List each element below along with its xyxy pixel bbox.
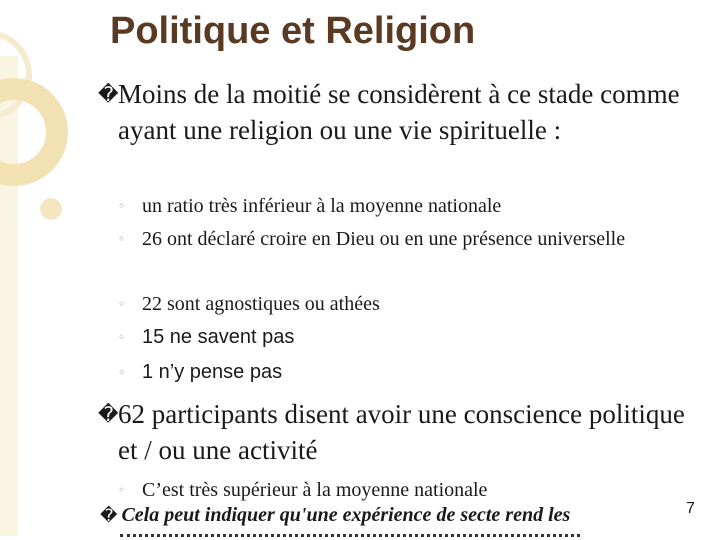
sub-bullet-text: C’est très supérieur à la moyenne nationale (142, 479, 488, 501)
cut-off-text-line (120, 532, 580, 540)
bullet-text: 62 participants disent avoir une conscience politique et / ou une activité (118, 399, 685, 465)
sub-bullet-text: 26 ont déclaré croire en Dieu ou en une présence universelle (142, 228, 626, 250)
bullet-section-1 (98, 76, 698, 148)
bullet-glyph-icon: � (100, 506, 118, 526)
sub-bullet-icon: ◦ (118, 199, 126, 213)
bullet-section-2 (98, 396, 698, 468)
bullet-text: Cela peut indiquer qu'une expérience de secte rend les (121, 504, 571, 526)
sub-bullet-text: 22 sont agnostiques ou athées (142, 293, 380, 315)
sub-bullet (118, 356, 682, 388)
slide-title: Politique et Religion (110, 10, 476, 52)
bullet-section-3 (100, 504, 570, 527)
sub-bullet-icon: ◦ (118, 483, 126, 497)
decorative-dot (40, 198, 62, 220)
sub-bullet (118, 321, 682, 353)
bullet-glyph-icon: � (98, 402, 119, 426)
sub-bullet (118, 288, 682, 320)
sub-bullet-icon: ◦ (118, 297, 126, 311)
sub-bullet-text: un ratio très inférieur à la moyenne nationale (142, 195, 502, 217)
decorative-ring (0, 78, 68, 186)
sub-bullet-text: 15 ne savent pas (142, 326, 295, 348)
bullet-text: Moins de la moitié se considèrent à ce stade comme ayant une religion ou une vie spirituelle : (118, 79, 680, 145)
sub-bullet-icon: ◦ (118, 232, 126, 246)
sub-bullet-text: 1 n’y pense pas (142, 361, 283, 383)
sub-bullet (118, 190, 682, 222)
sub-bullet (118, 474, 682, 506)
sub-bullet-icon: ◦ (118, 365, 126, 379)
bullet-glyph-icon: � (98, 82, 119, 106)
sub-bullet (118, 224, 682, 254)
sub-bullet-icon: ◦ (118, 330, 126, 344)
page-number: 7 (686, 500, 695, 517)
